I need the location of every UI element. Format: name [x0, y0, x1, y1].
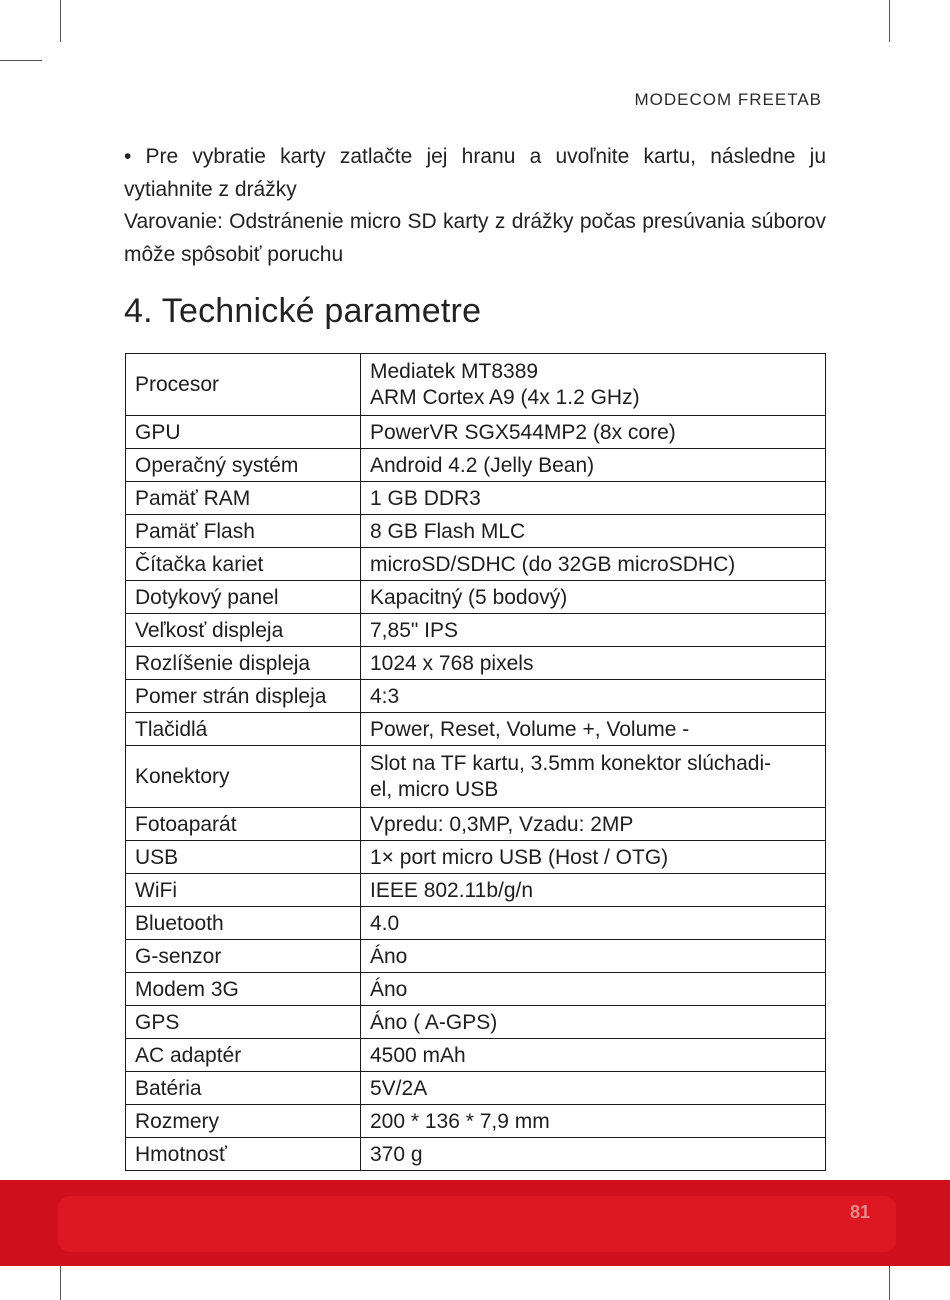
spec-label: Čítačka kariet: [126, 548, 361, 581]
spec-value: 4500 mAh: [361, 1039, 826, 1072]
spec-value: 4.0: [361, 907, 826, 940]
table-row: [126, 1138, 826, 1171]
spec-value: 7,85" IPS: [361, 614, 826, 647]
spec-value: 200 * 136 * 7,9 mm: [361, 1105, 826, 1138]
spec-label: Tlačidlá: [126, 713, 361, 746]
spec-value: 1024 x 768 pixels: [361, 647, 826, 680]
table-row: [126, 416, 826, 449]
spec-value: 1 GB DDR3: [361, 482, 826, 515]
table-row: [126, 1105, 826, 1138]
spec-value: Áno: [361, 940, 826, 973]
spec-value: Áno ( A-GPS): [361, 1006, 826, 1039]
table-row: [126, 808, 826, 841]
table-row: [126, 515, 826, 548]
warning-paragraph: Varovanie: Odstránenie micro SD karty z drážky počas presúvania súborov môže spôsobiť poruchu: [124, 210, 826, 266]
intro-text: [124, 141, 826, 271]
spec-value: Áno: [361, 973, 826, 1006]
spec-label: GPS: [126, 1006, 361, 1039]
page-number: 81: [849, 1202, 870, 1222]
table-row: [126, 449, 826, 482]
crop-mark: [889, 0, 890, 42]
table-row: [126, 874, 826, 907]
spec-value: Power, Reset, Volume +, Volume -: [361, 713, 826, 746]
table-row: [126, 1039, 826, 1072]
spec-label: GPU: [126, 416, 361, 449]
spec-value: Kapacitný (5 bodový): [361, 581, 826, 614]
spec-value: Android 4.2 (Jelly Bean): [361, 449, 826, 482]
spec-label: Modem 3G: [126, 973, 361, 1006]
spec-value: PowerVR SGX544MP2 (8x core): [361, 416, 826, 449]
spec-label: Procesor: [126, 354, 361, 416]
table-row: [126, 680, 826, 713]
crop-mark: [60, 0, 61, 42]
spec-label: Operačný systém: [126, 449, 361, 482]
spec-label: Konektory: [126, 746, 361, 808]
table-row: [126, 940, 826, 973]
spec-label: Bluetooth: [126, 907, 361, 940]
footer-inner-panel: [58, 1196, 896, 1252]
spec-label: USB: [126, 841, 361, 874]
spec-value: microSD/SDHC (do 32GB microSDHC): [361, 548, 826, 581]
spec-value: 4:3: [361, 680, 826, 713]
table-row: [126, 482, 826, 515]
section-title: 4. Technické parametre: [124, 292, 482, 330]
table-row: [126, 841, 826, 874]
spec-value: 5V/2A: [361, 1072, 826, 1105]
table-row: [126, 354, 826, 416]
table-row: [126, 647, 826, 680]
spec-label: Batéria: [126, 1072, 361, 1105]
intro-paragraph: • Pre vybratie karty zatlačte jej hranu a uvoľnite kartu, následne ju vytiahnite z drážky: [124, 145, 826, 201]
spec-label: AC adaptér: [126, 1039, 361, 1072]
spec-table: [125, 353, 826, 1171]
spec-label: Hmotnosť: [126, 1138, 361, 1171]
spec-value: Vpredu: 0,3MP, Vzadu: 2MP: [361, 808, 826, 841]
spec-value: IEEE 802.11b/g/n: [361, 874, 826, 907]
table-row: [126, 1006, 826, 1039]
spec-label: Pamäť RAM: [126, 482, 361, 515]
table-row: [126, 548, 826, 581]
spec-label: Pamäť Flash: [126, 515, 361, 548]
spec-label: WiFi: [126, 874, 361, 907]
spec-label: G-senzor: [126, 940, 361, 973]
table-row: [126, 1072, 826, 1105]
spec-label: Dotykový panel: [126, 581, 361, 614]
table-row: [126, 614, 826, 647]
spec-label: Rozlíšenie displeja: [126, 647, 361, 680]
spec-label: Rozmery: [126, 1105, 361, 1138]
spec-value: 370 g: [361, 1138, 826, 1171]
table-row: [126, 713, 826, 746]
spec-label: Veľkosť displeja: [126, 614, 361, 647]
crop-mark: [0, 60, 42, 61]
spec-value: 1× port micro USB (Host / OTG): [361, 841, 826, 874]
spec-value: 8 GB Flash MLC: [361, 515, 826, 548]
table-row: [126, 973, 826, 1006]
table-row: [126, 746, 826, 808]
spec-label: Fotoaparát: [126, 808, 361, 841]
table-row: [126, 581, 826, 614]
spec-label: Pomer strán displeja: [126, 680, 361, 713]
spec-value: Slot na TF kartu, 3.5mm konektor slúchadi- el, micro USB: [361, 746, 826, 808]
spec-value: Mediatek MT8389 ARM Cortex A9 (4x 1.2 GHz): [361, 354, 826, 416]
table-row: [126, 907, 826, 940]
page-header-brand: MODECOM FREETAB: [634, 90, 822, 109]
